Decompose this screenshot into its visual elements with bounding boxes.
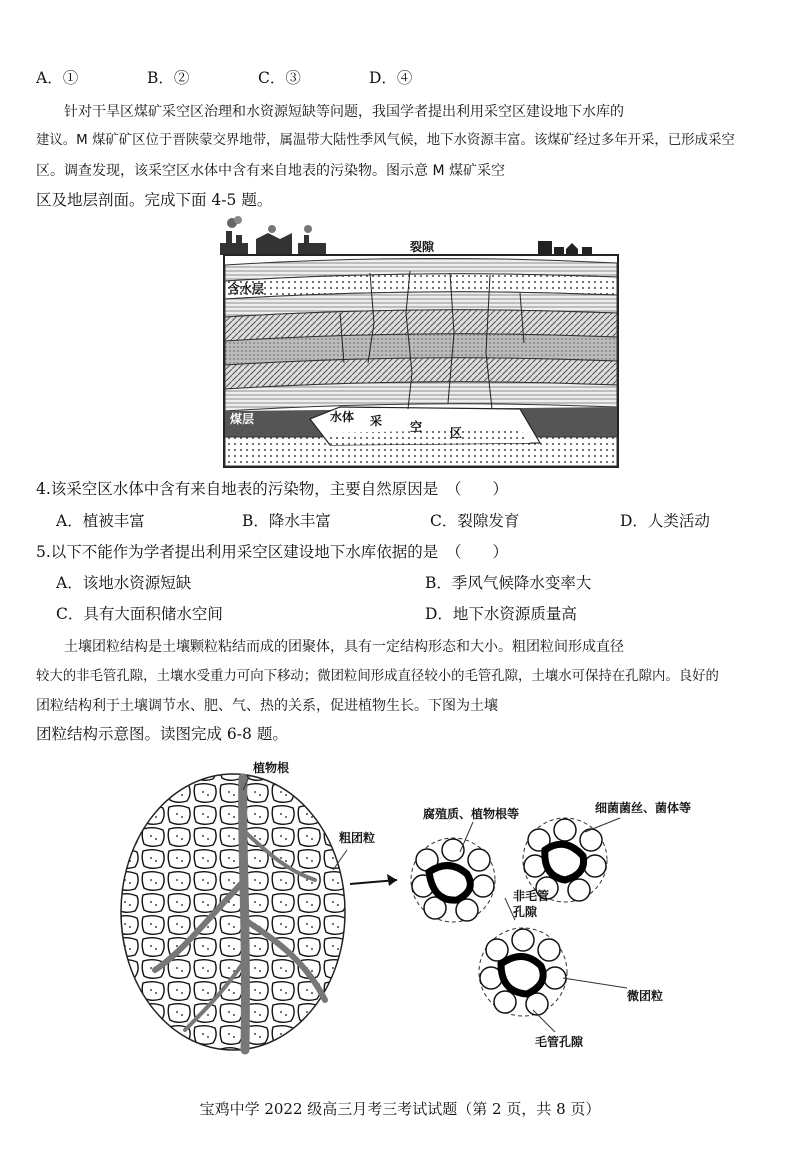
non-capillary-label-1: 非毛管 [513, 889, 550, 903]
capillary-pore-label: 毛管孔隙 [535, 1035, 584, 1049]
q4-stem: 4.该采空区水体中含有来自地表的污染物，主要自然原因是 （ ） [36, 480, 509, 498]
goaf-label-1: 采 [370, 414, 383, 428]
goaf-profile-figure [220, 213, 622, 469]
micro-aggregate-label: 微团粒 [627, 989, 664, 1003]
q4-option-c: C．裂隙发育 [430, 512, 520, 530]
water-body-label: 水体 [330, 410, 355, 424]
coarse-aggregate-label: 粗团粒 [339, 831, 376, 845]
coal-seam-label: 煤层 [230, 412, 255, 426]
passage1-line-2: 建议。M 煤矿矿区位于晋陕蒙交界地带，属温带大陆性季风气候，地下水资源丰富。该煤矿经过多年开采，已形成采空 [36, 133, 735, 148]
prev-option-a: A．① [36, 69, 79, 87]
passage1-line-4: 区及地层剖面。完成下面 4-5 题。 [36, 191, 273, 209]
prev-option-b: B．② [147, 69, 190, 87]
factory-icon [220, 216, 326, 255]
humus-label: 腐殖质、植物根等 [423, 807, 520, 821]
q5-option-b: B．季风气候降水变率大 [425, 574, 592, 592]
passage1-line-3: 区。调查发现，该采空区水体中含有来自地表的污染物。图示意 M 煤矿采空 [36, 163, 505, 179]
micro-aggregate-group [411, 818, 607, 1016]
goaf-label-3: 区 [450, 426, 463, 440]
soil-aggregate-figure [115, 760, 735, 1060]
q4-option-b: B．降水丰富 [242, 512, 331, 530]
goaf-label-2: 空 [410, 420, 423, 434]
passage2-line-2: 较大的非毛管孔隙，土壤水受重力可向下移动；微团粒间形成直径较小的毛管孔隙，土壤水可保持在孔隙内。良好的 [36, 669, 719, 684]
passage2-line-1: 土壤团粒结构是土壤颗粒粘结而成的团聚体，具有一定结构形态和大小。粗团粒间形成直径 [64, 639, 624, 655]
passage1-line-1: 针对干旱区煤矿采空区治理和水资源短缺等问题，我国学者提出利用采空区建设地下水库的 [64, 104, 624, 120]
passage2-line-4: 团粒结构示意图。读图完成 6-8 题。 [36, 725, 288, 743]
q5-option-c: C．具有大面积储水空间 [56, 605, 223, 623]
bacteria-label: 细菌菌丝、菌体等 [595, 801, 692, 815]
aquifer-label: 含水层 [228, 282, 265, 296]
q5-option-d: D．地下水资源质量高 [425, 605, 577, 623]
non-capillary-label-2: 孔隙 [513, 905, 538, 919]
q5-stem: 5.以下不能作为学者提出利用采空区建设地下水库依据的是 （ ） [36, 543, 509, 561]
q4-option-d: D．人类活动 [620, 512, 710, 530]
plant-root-label: 植物根 [253, 761, 290, 775]
q4-option-a: A．植被丰富 [56, 512, 145, 530]
page-footer: 宝鸡中学 2022 级高三月考三考试试题（第 2 页，共 8 页） [199, 1100, 601, 1118]
prev-option-c: C．③ [258, 69, 301, 87]
passage2-line-3: 团粒结构利于土壤调节水、肥、气、热的关系，促进植物生长。下图为土壤 [36, 698, 498, 714]
q5-option-a: A．该地水资源短缺 [56, 574, 192, 592]
prev-option-d: D．④ [369, 69, 413, 87]
fissure-label: 裂隙 [410, 240, 435, 254]
